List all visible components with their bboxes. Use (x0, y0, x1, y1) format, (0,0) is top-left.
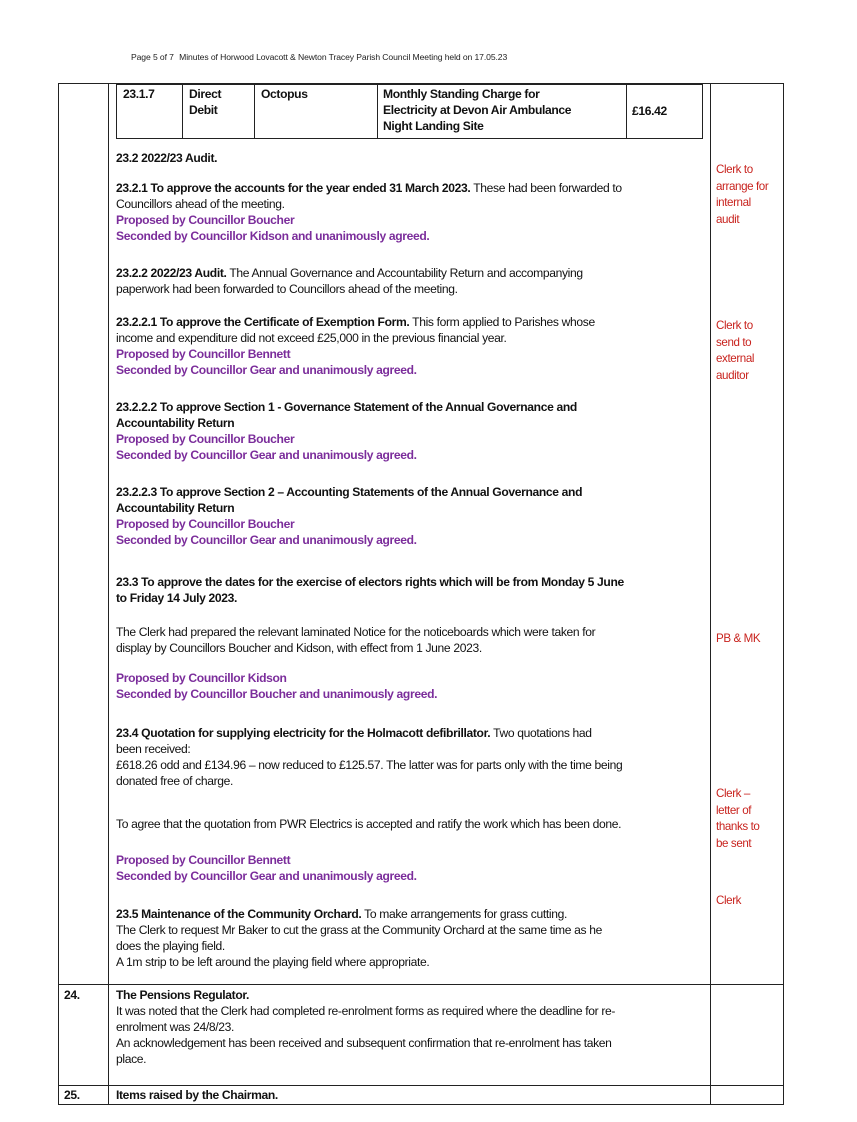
item-title: Accountability Return (116, 416, 235, 430)
row-divider-25 (58, 1085, 784, 1086)
item-number: 24. (64, 988, 80, 1002)
section-23-5 (116, 906, 602, 970)
item-24 (116, 987, 615, 1067)
section-23-3-vote (116, 670, 437, 702)
action-line: auditor (716, 368, 749, 382)
item-title: 23.5 Maintenance of the Community Orchard. (116, 907, 362, 921)
paragraph-line: does the playing field. (116, 939, 225, 953)
action-note (716, 893, 741, 910)
payment-description-line: Monthly Standing Charge for (383, 87, 540, 101)
action-line: send to (716, 335, 752, 349)
item-text: These had been forwarded to (470, 181, 622, 195)
item-title: Accountability Return (116, 501, 235, 515)
proposed-by: Proposed by Councillor Boucher (116, 432, 295, 446)
action-line: arrange for (716, 179, 769, 193)
paragraph-line: paperwork had been forwarded to Councillors ahead of the meeting. (116, 282, 458, 296)
action-line: be sent (716, 836, 752, 850)
payment-col-divider (254, 84, 255, 139)
payment-ref: 23.1.7 (123, 87, 155, 101)
payment-payee: Octopus (261, 87, 308, 101)
section-23-4-resolution: To agree that the quotation from PWR Electrics is accepted and ratify the work which has been done. (116, 817, 622, 831)
paragraph-line (116, 725, 622, 741)
item-text: The Annual Governance and Accountability Return and accompanying (226, 266, 583, 280)
proposed-by: Proposed by Councillor Bennett (116, 347, 291, 361)
page-number: Page 5 of 7 (131, 52, 174, 62)
paragraph-line: Councillors ahead of the meeting. (116, 197, 285, 211)
item-text: Two quotations had (490, 726, 592, 740)
item-number: 25. (64, 1088, 80, 1102)
payment-description-line: Electricity at Devon Air Ambulance (383, 103, 572, 117)
action-line: PB & MK (716, 632, 761, 645)
col-divider-number (108, 83, 109, 1105)
item-text: This form applied to Parishes whose (409, 315, 595, 329)
paragraph-line: display by Councillors Boucher and Kidson, with effect from 1 June 2023. (116, 641, 482, 655)
paragraph-line: The Clerk to request Mr Baker to cut the grass at the Community Orchard at the same time as he (116, 923, 603, 937)
action-note (716, 318, 754, 384)
paragraph-line: The Clerk had prepared the relevant laminated Notice for the noticeboards which were taken for (116, 625, 596, 639)
proposed-by: Proposed by Councillor Kidson (116, 671, 287, 685)
item-title: 23.2.2 2022/23 Audit. (116, 266, 227, 280)
seconded-by: Seconded by Councillor Gear and unanimously agreed. (116, 533, 417, 547)
action-note (716, 631, 760, 648)
paragraph-line: It was noted that the Clerk had completed re-enrolment forms as required where the deadline for re- (116, 1004, 616, 1018)
item-title: 23.2.2.2 To approve Section 1 - Governance Statement of the Annual Governance and (116, 400, 577, 414)
payment-amount: £16.42 (632, 104, 667, 118)
payment-col-divider (377, 84, 378, 139)
paragraph-line: been received: (116, 742, 191, 756)
item-title: to Friday 14 July 2023. (116, 591, 238, 605)
paragraph-line: income and expenditure did not exceed £25,000 in the previous financial year. (116, 331, 507, 345)
action-line: thanks to (716, 820, 760, 833)
section-23-4-vote (116, 852, 417, 884)
page-header (131, 52, 507, 62)
section-23-2-2-2 (116, 399, 577, 463)
paragraph-line: enrolment was 24/8/23. (116, 1020, 235, 1034)
payment-method (189, 86, 221, 118)
item-title: 23.2.1 To approve the accounts for the year ended 31 March 2023. (116, 181, 471, 195)
seconded-by: Seconded by Councillor Boucher and unanimously agreed. (116, 687, 438, 701)
section-23-3 (116, 574, 624, 606)
action-line: Clerk – (716, 787, 750, 800)
seconded-by: Seconded by Councillor Gear and unanimously agreed. (116, 448, 417, 462)
paragraph-line (116, 265, 583, 281)
section-23-4 (116, 725, 622, 789)
seconded-by: Seconded by Councillor Gear and unanimously agreed. (116, 869, 417, 883)
payment-description-line: Night Landing Site (383, 119, 484, 133)
paragraph-line: An acknowledgement has been received and subsequent confirmation that re-enrolment has taken (116, 1036, 612, 1050)
item-title: Items raised by the Chairman. (116, 1088, 278, 1102)
action-line: letter of (716, 803, 752, 817)
action-line: audit (716, 212, 740, 226)
payment-method-line: Direct (189, 87, 222, 101)
action-note (716, 786, 759, 852)
col-divider-action (710, 83, 711, 1105)
proposed-by: Proposed by Councillor Boucher (116, 517, 295, 531)
section-23-2-2 (116, 265, 583, 297)
paragraph-line: £618.26 odd and £134.96 – now reduced to £125.57. The latter was for parts only with the time being (116, 758, 623, 772)
paragraph-line: A 1m strip to be left around the playing field where appropriate. (116, 955, 430, 969)
item-title: 23.4 Quotation for supplying electricity for the Holmacott defibrillator. (116, 726, 491, 740)
action-line: Clerk (716, 894, 742, 907)
section-23-2-2-3 (116, 484, 582, 548)
paragraph-line: donated free of charge. (116, 774, 234, 788)
payment-col-divider (626, 84, 627, 139)
page-header-title: Minutes of Horwood Lovacott & Newton Tracey Parish Council Meeting held on 17.05.23 (179, 52, 508, 62)
payment-description (383, 86, 571, 134)
payment-method-line: Debit (189, 103, 218, 117)
section-heading: 23.2 2022/23 Audit. (116, 151, 218, 165)
item-text: To make arrangements for grass cutting. (361, 907, 567, 921)
section-23-3-body (116, 624, 595, 656)
action-line: external (716, 352, 755, 365)
action-line: Clerk to (716, 319, 753, 332)
paragraph-line (116, 180, 622, 196)
paragraph-line: place. (116, 1052, 147, 1066)
paragraph-line (116, 906, 602, 922)
row-divider-24 (58, 984, 784, 985)
section-23-2-1 (116, 180, 622, 244)
action-note (716, 162, 768, 228)
seconded-by: Seconded by Councillor Gear and unanimously agreed. (116, 363, 417, 377)
seconded-by: Seconded by Councillor Kidson and unanimously agreed. (116, 229, 430, 243)
item-title: The Pensions Regulator. (116, 988, 250, 1002)
item-title: 23.2.2.1 To approve the Certificate of Exemption Form. (116, 315, 410, 329)
section-23-2-2-1 (116, 314, 595, 378)
item-title: 23.3 To approve the dates for the exercise of electors rights which will be from Monday 5 June (116, 575, 624, 589)
payment-col-divider (182, 84, 183, 139)
item-title: 23.2.2.3 To approve Section 2 – Accounting Statements of the Annual Governance and (116, 485, 583, 499)
proposed-by: Proposed by Councillor Boucher (116, 213, 295, 227)
action-line: Clerk to (716, 163, 753, 176)
action-line: internal (716, 196, 751, 209)
paragraph-line (116, 314, 595, 330)
proposed-by: Proposed by Councillor Bennett (116, 853, 291, 867)
